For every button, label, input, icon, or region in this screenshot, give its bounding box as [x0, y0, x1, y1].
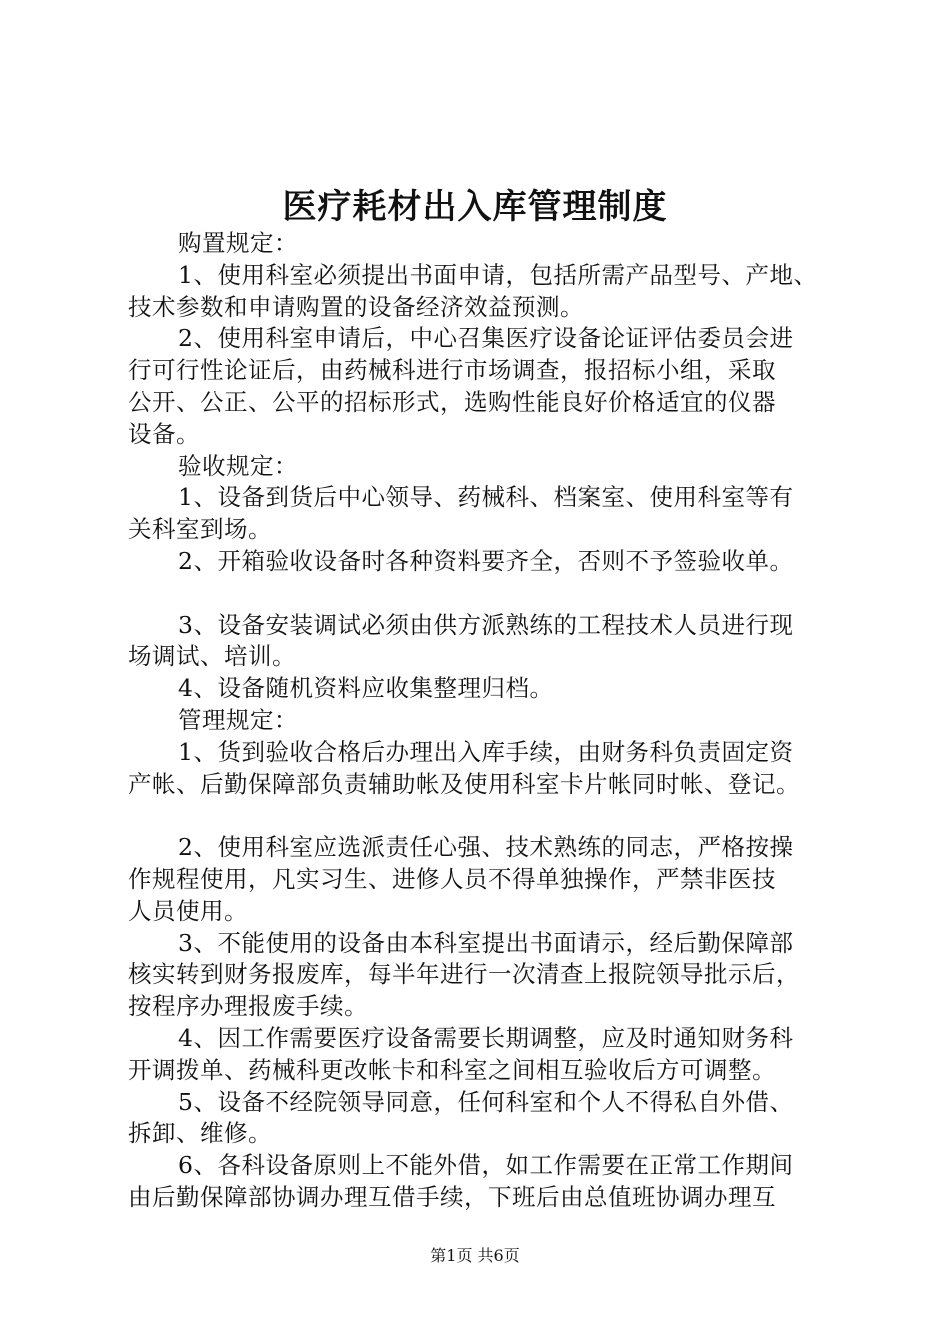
paragraph-line: 按程序办理报废手续。: [128, 992, 368, 1021]
paragraph-line: 作规程使用，凡实习生、进修人员不得单独操作，严禁非医技: [128, 864, 776, 893]
paragraph-line: 核实转到财务报废库，每半年进行一次清查上报院领导批示后，: [128, 960, 800, 989]
paragraph-line: 5、设备不经院领导同意，任何科室和个人不得私自外借、: [178, 1087, 794, 1116]
paragraph-line: 设备。: [128, 419, 200, 448]
paragraph-line: 4、因工作需要医疗设备需要长期调整，应及时通知财务科: [178, 1023, 794, 1052]
paragraph-line: 6、各科设备原则上不能外借，如工作需要在正常工作期间: [178, 1151, 794, 1180]
paragraph-line: 技术参数和申请购置的设备经济效益预测。: [128, 292, 584, 321]
section-heading-acceptance: 验收规定：: [178, 451, 298, 480]
section-heading-purchase: 购置规定：: [178, 229, 298, 257]
paragraph-line: 4、设备随机资料应收集整理归档。: [178, 674, 554, 703]
document-title: 医疗耗材出入库管理制度: [282, 187, 668, 227]
paragraph-line: 2、开箱验收设备时各种资料要齐全，否则不予签验收单。: [178, 546, 794, 575]
paragraph-line: 3、不能使用的设备由本科室提出书面请示，经后勤保障部: [178, 928, 794, 957]
document-body: [128, 228, 844, 1214]
paragraph-line: 1、使用科室必须提出书面申请，包括所需产品型号、产地、: [178, 260, 818, 289]
paragraph-line: 1、设备到货后中心领导、药械科、档案室、使用科室等有: [178, 483, 794, 512]
paragraph-line: 拆卸、维修。: [128, 1119, 272, 1148]
paragraph-line: 开调拨单、药械科更改帐卡和科室之间相互验收后方可调整。: [128, 1055, 776, 1084]
paragraph-line: 2、使用科室应选派责任心强、技术熟练的同志，严格按操: [178, 833, 794, 862]
paragraph-line: 行可行性论证后，由药械科进行市场调查，报招标小组，采取: [128, 356, 776, 385]
page-footer: 第1页 共6页: [430, 1246, 520, 1265]
paragraph-line: 3、设备安装调试必须由供方派熟练的工程技术人员进行现: [178, 610, 794, 639]
section-heading-management: 管理规定：: [178, 705, 298, 734]
paragraph-line: 公开、公正、公平的招标形式，选购性能良好价格适宜的仪器: [128, 387, 776, 416]
blank-line: [128, 800, 844, 832]
paragraph-line: 人员使用。: [128, 896, 248, 925]
paragraph-line: 1、货到验收合格后办理出入库手续，由财务科负责固定资: [178, 737, 794, 766]
paragraph-line: 关科室到场。: [128, 515, 272, 544]
paragraph-line: 场调试、培训。: [128, 642, 296, 671]
blank-line: [128, 578, 844, 610]
paragraph-line: 产帐、后勤保障部负责辅助帐及使用科室卡片帐同时帐、登记。: [128, 769, 800, 798]
paragraph-line: 2、使用科室申请后，中心召集医疗设备论证评估委员会进: [178, 324, 794, 353]
paragraph-line: 由后勤保障部协调办理互借手续，下班后由总值班协调办理互: [128, 1182, 776, 1211]
